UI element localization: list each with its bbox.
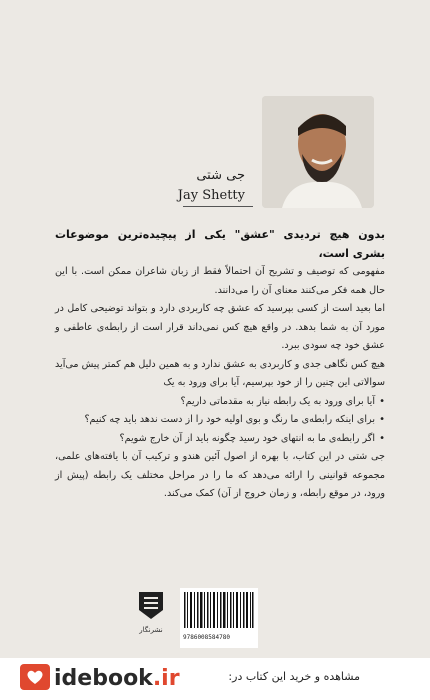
blurb-question: • اگر رابطه‌ی ما به انتهای خود رسید چگونه باید از آن خارج شویم؟: [55, 430, 375, 449]
barcode-icon: [180, 588, 258, 632]
blurb-paragraph: اما بعید است از کسی بپرسید که عشق چه کاربردی دارد و بتواند توضیحی کامل در مورد آن به شما بدهد. در واقع هیچ کس نمی‌داند قرار است از رابطه‌ی عاطفی و عشق خود چه سودی ببرد.: [55, 303, 385, 351]
author-name-persian: جی شتی: [196, 168, 245, 183]
idebook-logo-text[interactable]: [54, 666, 180, 691]
blurb-question: • آیا برای ورود به یک رابطه نیاز به مقدماتی داریم؟: [55, 393, 375, 412]
publisher-emblem-icon: [136, 588, 166, 622]
book-heart-icon: [18, 660, 52, 694]
logo-tld: .ir: [152, 666, 180, 691]
blurb-lead: بدون هیچ تردیدی "عشق" یکی از پیچیده‌ترین موضوعات بشری است،: [55, 228, 385, 260]
author-divider: [183, 206, 253, 207]
author-photo: [262, 96, 374, 208]
publisher-name: نشرنگار: [139, 626, 163, 634]
blurb-paragraph: جی شتی در این کتاب، با بهره از اصول آئین هندو و ترکیب آن با یافته‌های علمی، مجموعه قوانینی را ارائه می‌دهد که ما را در مراحل مختلف یک رابطه (پیش از ورود، در موقع رابطه، و زمان خروج از آن) کمک می‌کند.: [55, 451, 385, 499]
author-name-english: Jay Shetty: [177, 188, 245, 203]
blurb-paragraph: مفهومی که توصیف و تشریح آن احتمالاً فقط از زبان شاعران ممکن است. با این حال همه فکر می‌کنند معنای آن را می‌دانند.: [55, 266, 385, 296]
blurb-question: • برای اینکه رابطه‌ی ما رنگ و بوی اولیه خود را از دست ندهد باید چه کنیم؟: [55, 411, 375, 430]
isbn-number: 9786008584780: [183, 634, 230, 641]
publisher-logo: [136, 588, 166, 634]
blurb-question-list: [55, 393, 385, 449]
idebook-logo[interactable]: [18, 660, 52, 698]
footer-call-to-action: مشاهده و خرید این کتاب در:: [228, 670, 360, 683]
blurb-paragraph: هیچ کس نگاهی جدی و کاربردی به عشق ندارد و به همین دلیل هم کمتر پیش می‌آید سوالاتی این چنین را از خود بپرسیم، آیا برای ورود به یک: [55, 358, 385, 388]
logo-word: idebook: [54, 666, 153, 691]
author-portrait-image: [262, 96, 374, 208]
back-cover-blurb: [55, 226, 385, 504]
